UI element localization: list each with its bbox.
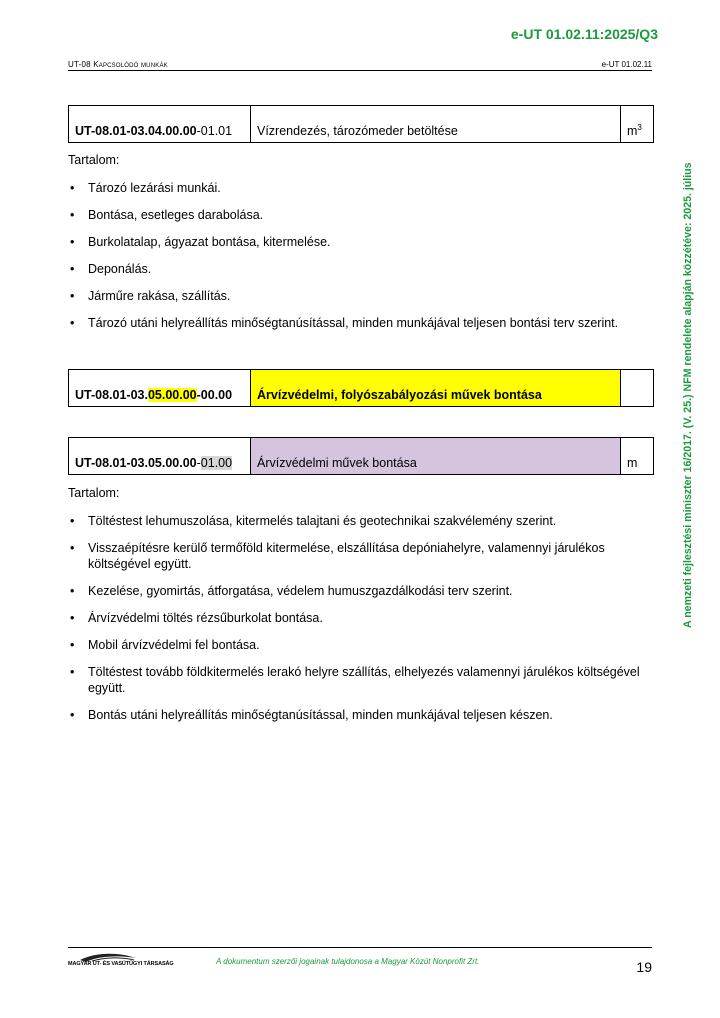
footer-divider — [68, 947, 652, 948]
standard-reference: e-UT 01.02.11 — [601, 60, 652, 69]
list-item: • Kezelése, gyomirtás, átforgatása, védelem humuszgazdálkodási terv szerint. — [68, 583, 654, 599]
item-code-table-3 — [68, 437, 654, 475]
list-item: • Tározó utáni helyreállítás minőségtanúsítással, minden munkájával teljesen bontási terv szerint. — [68, 315, 654, 331]
list-item: • Mobil árvízvédelmi fel bontása. — [68, 637, 654, 653]
unit — [621, 370, 654, 407]
document-id: e-UT 01.02.11:2025/Q3 — [510, 26, 658, 42]
unit: $m^3$ — [621, 106, 654, 143]
item-title: Árvízvédelmi, folyószabályozási művek bontása — [251, 370, 621, 407]
content-list-2 — [68, 513, 654, 734]
unit: m — [621, 438, 654, 475]
logo-text: MAGYAR ÚT- ÉS VASÚTÜGYI TÁRSASÁG — [68, 961, 174, 967]
content-label: Tartalom: — [68, 486, 120, 500]
list-item: • Bontás utáni helyreállítás minőségtanúsítással, minden munkájával teljesen készen. — [68, 707, 654, 723]
item-code-table-1 — [68, 105, 654, 143]
list-item: • Töltéstest lehumuszolása, kitermelés talajtani és geotechnikai szakvélemény szerint. — [68, 513, 654, 529]
copyright-notice: A dokumentum szerzői jogainak tulajdonosa a Magyar Közút Nonprofit Zrt. — [216, 957, 480, 966]
list-item: • Bontása, esetleges darabolása. — [68, 207, 654, 223]
publication-note: A nemzeti fejlesztési miniszter 16/2017. (V. 25.) NFM rendelete alapján közzétéve: 2025. július — [682, 162, 694, 628]
list-item: • Töltéstest tovább földkitermelés lerakó helyre szállítás, elhelyezés valamennyi járulékos költségével együtt. — [68, 664, 654, 696]
list-item: • Árvízvédelmi töltés rézsűburkolat bontása. — [68, 610, 654, 626]
running-header — [68, 58, 652, 71]
item-code: UT-08.01-03.05.00.00-00.00 — [69, 370, 251, 407]
list-item: • Visszaépítésre kerülő termőföld kitermelése, elszállítása depóniahelyre, valamennyi járulékos költségével együtt. — [68, 540, 654, 572]
list-item: • Tározó lezárási munkái. — [68, 180, 654, 196]
chapter-title: UT-08 Kapcsolódó munkák — [68, 60, 168, 69]
item-code: UT-08.01-03.04.00.00-01.01 — [69, 106, 251, 143]
page-number: 19 — [636, 959, 652, 975]
content-label: Tartalom: — [68, 153, 120, 167]
list-item: • Deponálás. — [68, 261, 654, 277]
item-title: Vízrendezés, tározómeder betöltése — [251, 106, 621, 143]
content-list-1 — [68, 180, 654, 342]
item-title: Árvízvédelmi művek bontása — [251, 438, 621, 475]
list-item: • Járműre rakása, szállítás. — [68, 288, 654, 304]
item-code-table-2 — [68, 369, 654, 407]
item-code: UT-08.01-03.05.00.00-01.00 — [69, 438, 251, 475]
list-item: • Burkolatalap, ágyazat bontása, kitermelése. — [68, 234, 654, 250]
